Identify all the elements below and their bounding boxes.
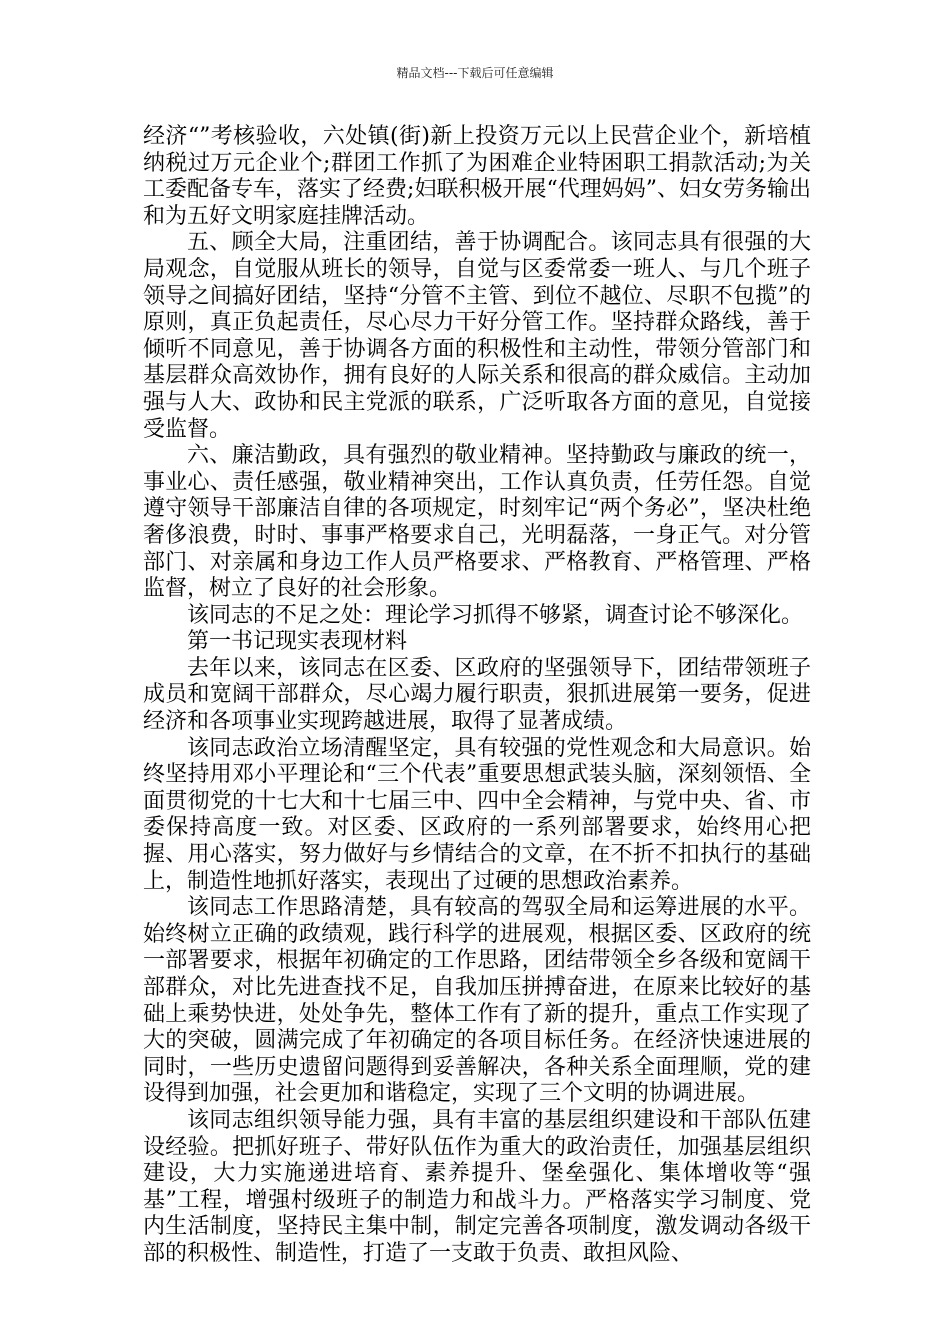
section-title: 第一书记现实表现材料 <box>187 629 408 655</box>
paragraph: 五、顾全大局，注重团结，善于协调配合。该同志具有很强的大局观念，自觉服从班长的领导，自觉与区委常委一班人、与几个班子领导之间搞好团结，坚持“分管不主管、到位不越位、尽职不包揽”的原则，真正负起责任，尽心尽力干好分管工作。坚持群众路线，善于倾听不同意见，善于协调各方面的积极性和主动性，带领分管部门和基层群众高效协作，拥有良好的人际关系和很高的群众威信。主动加强与人大、政协和民主党派的联系，广泛听取各方面的意见，自觉接受监督。 <box>143 230 811 442</box>
document-body <box>143 124 811 1268</box>
paragraph: 该同志工作思路清楚，具有较高的驾驭全局和运筹进展的水平。始终树立正确的政绩观，践行科学的进展观，根据区委、区政府的统一部署要求，根据年初确定的工作思路，团结带领全乡各级和宽阔干部群众，对比先进查找不足，自我加压拼搏奋进，在原来比较好的基础上乘势快进，处处争先，整体工作有了新的提升，重点工作实现了大的突破，圆满完成了年初确定的各项目标任务。在经济快速进展的同时，一些历史遗留问题得到妥善解决，各种关系全面理顺，党的建设得到加强，社会更加和谐稳定，实现了三个文明的协调进展。 <box>143 895 811 1107</box>
paragraph: 该同志的不足之处：理论学习抓得不够紧，调查讨论不够深化。 <box>187 602 804 628</box>
paragraph: 该同志政治立场清醒坚定，具有较强的党性观念和大局意识。始终坚持用邓小平理论和“三个代表”重要思想武装头脑，深刻领悟、全面贯彻党的十七大和十七届三中、四中全会精神，与党中央、省、市委保持高度一致。对区委、区政府的一系列部署要求，始终用心把握、用心落实，努力做好与乡情结合的文章，在不折不扣执行的基础上，制造性地抓好落实，表现出了过硬的思想政治素养。 <box>143 735 811 894</box>
paragraph: 去年以来，该同志在区委、区政府的坚强领导下，团结带领班子成员和宽阔干部群众，尽心竭力履行职责，狠抓进展第一要务，促进经济和各项事业实现跨越进展，取得了显著成绩。 <box>143 655 811 735</box>
paragraph: 经济“”考核验收，六处镇(街)新上投资万元以上民营企业个，新培植纳税过万元企业个;群团工作抓了为困难企业特困职工捐款活动;为关工委配备专车，落实了经费;妇联积极开展“代理妈妈”、妇女劳务输出和为五好文明家庭挂牌活动。 <box>143 124 811 229</box>
header-note: 精品文档---下载后可任意编辑 <box>396 66 554 80</box>
paragraph: 该同志组织领导能力强，具有丰富的基层组织建设和干部队伍建设经验。把抓好班子、带好队伍作为重大的政治责任，加强基层组织建设，大力实施递进培育、素养提升、堡垒强化、集体增收等“强基”工程，增强村级班子的制造力和战斗力。严格落实学习制度、党内生活制度，坚持民主集中制，制定完善各项制度，激发调动各级干部的积极性、制造性，打造了一支敢于负责、敢担风险、 <box>143 1107 811 1266</box>
paragraph: 六、廉洁勤政，具有强烈的敬业精神。坚持勤政与廉政的统一，事业心、责任感强，敬业精神突出，工作认真负责，任劳任怨。自觉遵守领导干部廉洁自律的各项规定，时刻牢记“两个务必”，坚决杜绝奢侈浪费，时时、事事严格要求自己，光明磊落，一身正气。对分管部门、对亲属和身边工作人员严格要求、严格教育、严格管理、严格监督，树立了良好的社会形象。 <box>143 443 811 602</box>
